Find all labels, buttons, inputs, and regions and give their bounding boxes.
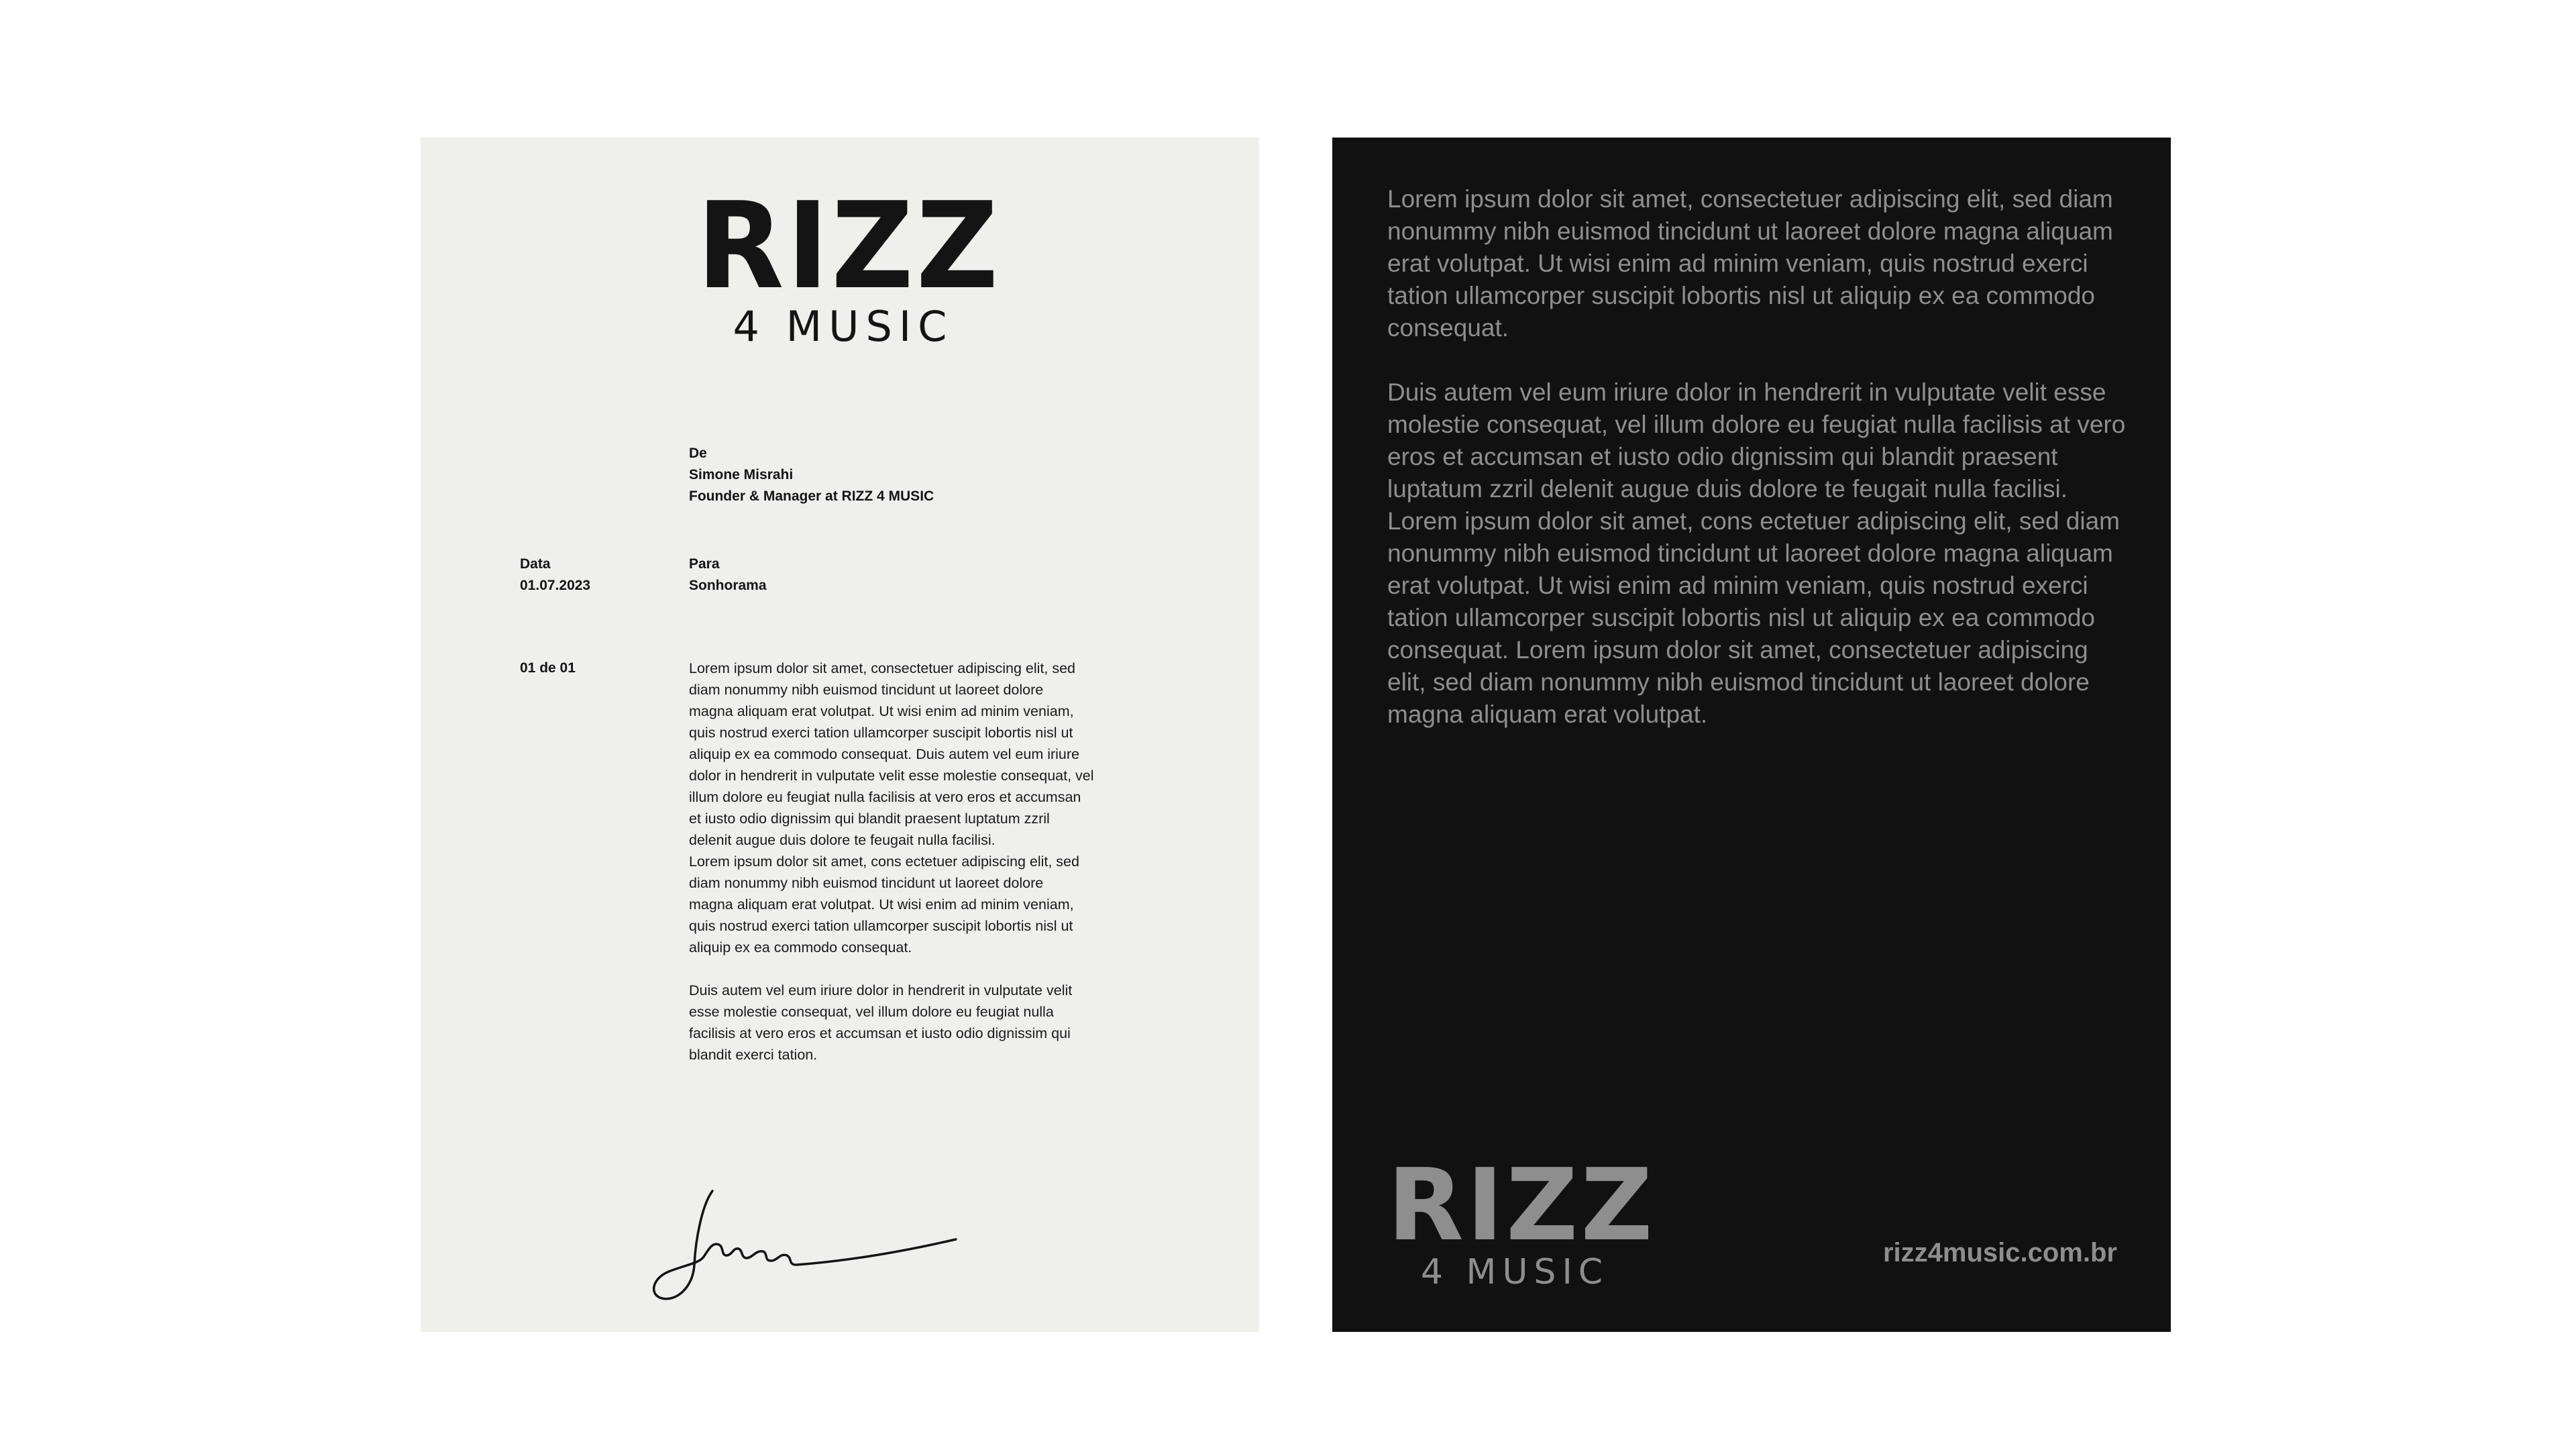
letter-body: [689, 658, 1179, 1087]
recipient-value: Sonhorama: [689, 578, 767, 593]
letterhead-front: [421, 138, 1259, 1332]
signature-image: [649, 1178, 964, 1312]
sender-label: De: [689, 446, 707, 461]
date-value: 01.07.2023: [520, 578, 591, 593]
letter-paragraph-1: Lorem ipsum dolor sit amet, consectetuer adipiscing elit, sed diam nonummy nibh euismod tincidunt ut laoreet dolore magna aliquam erat volutpat. Ut wisi enim ad minim veniam, quis nostrud exerci tation ullamcorper suscipit lobortis nisl ut aliquip ex ea commodo consequat. Duis autem vel eum iriure dolor in hendrerit in vulputate velit esse molestie consequat, vel illum dolore eu feugiat nulla facilisis at vero eros et accumsan et iusto odio dignissim qui blandit praesent luptatum zzril delenit augue duis dolore te feugait nulla facilisi. Lorem ipsum dolor sit amet, cons ectetuer adipiscing elit, sed diam nonummy nibh euismod tincidunt ut laoreet dolore magna aliquam erat volutpat. Ut wisi enim ad minim veniam, quis nostrud exerci tation ullamcorper suscipit lobortis nisl ut aliquip ex ea commodo consequat.: [689, 660, 1094, 955]
page-count: 01 de 01: [520, 660, 576, 676]
sender-name: Simone Misrahi: [689, 467, 794, 482]
recipient-label: Para: [689, 556, 720, 572]
date-label: Data: [520, 556, 551, 572]
logo-subline-dark: 4 MUSIC: [1420, 1252, 1609, 1292]
recipient-block: [689, 554, 767, 597]
date-block: [520, 554, 590, 597]
back-body: [1387, 183, 2132, 763]
website-link[interactable]: rizz4music.com.br: [1882, 1238, 2117, 1267]
back-paragraph-1: Lorem ipsum dolor sit amet, consectetuer adipiscing elit, sed diam nonummy nibh euismod tincidunt ut laoreet dolore magna aliquam erat volutpat. Ut wisi enim ad minim veniam, quis nostrud exerci tation ullamcorper suscipit lobortis nisl ut aliquip ex ea commodo consequat.: [1387, 185, 2113, 342]
sender-title: Founder & Manager at RIZZ 4 MUSIC: [689, 488, 934, 504]
brand-logo: [689, 176, 1002, 351]
brand-logo-dark: [1387, 1147, 1656, 1292]
logo-subline: 4 MUSIC: [733, 302, 954, 351]
letter-paragraph-2: Duis autem vel eum iriure dolor in hendrerit in vulputate velit esse molestie consequat, vel illum dolore eu feugiat nulla facilisis at vero eros et accumsan et iusto odio dignissim qui blandit exerci tation.: [689, 982, 1073, 1063]
logo-wordmark-dark: RIZZ: [1387, 1147, 1656, 1263]
logo-wordmark: RIZZ: [696, 176, 1002, 315]
letterhead-back: [1332, 138, 2171, 1332]
sender-block: [689, 443, 934, 507]
back-paragraph-2: Duis autem vel eum iriure dolor in hendrerit in vulputate velit esse molestie consequat, vel illum dolore eu feugiat nulla facilisis at vero eros et accumsan et iusto odio dignissim qui blandit praesent luptatum zzril delenit augue duis dolore te feugait nulla facilisi. Lorem ipsum dolor sit amet, cons ectetuer adipiscing elit, sed diam nonummy nibh euismod tincidunt ut laoreet dolore magna aliquam erat volutpat. Ut wisi enim ad minim veniam, quis nostrud exerci tation ullamcorper suscipit lobortis nisl ut aliquip ex ea commodo consequat. Lorem ipsum dolor sit amet, consectetuer adipiscing elit, sed diam nonummy nibh euismod tincidunt ut laoreet dolore magna aliquam erat volutpat.: [1387, 378, 2126, 728]
